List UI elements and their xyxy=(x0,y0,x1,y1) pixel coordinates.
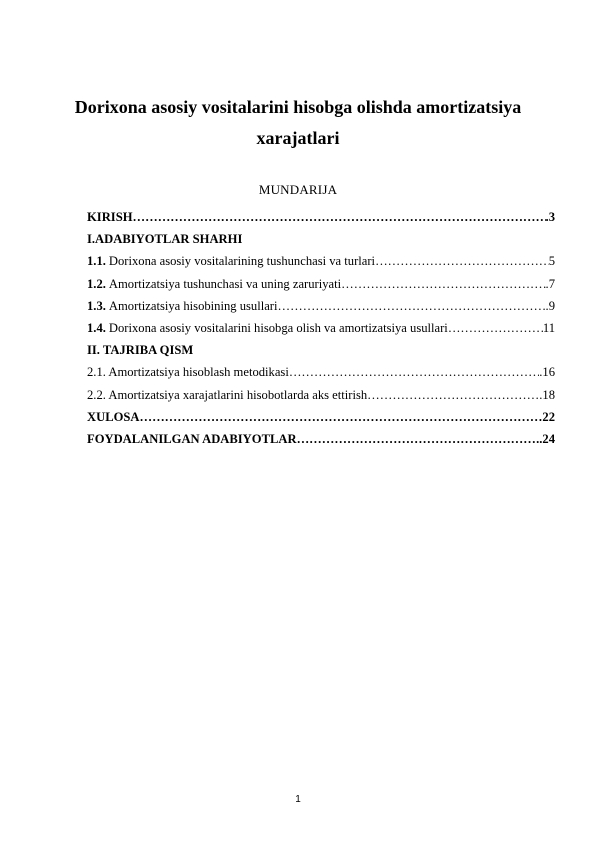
toc-entry-page: .9 xyxy=(545,298,555,313)
toc-entry-label: 2.2. Amortizatsiya xarajatlarini hisobotlarda aks ettirish xyxy=(87,387,368,402)
toc-entry-label: FOYDALANILGAN ADABIYOTLAR xyxy=(87,431,297,446)
toc-entry xyxy=(87,210,555,232)
toc-entry xyxy=(87,365,555,387)
toc-entry-label: Amortizatsiya hisobining usullari xyxy=(108,298,278,313)
toc-entry-label: Dorixona asosiy vositalarining tushunchasi va turlari xyxy=(108,254,376,269)
toc-leader-dots xyxy=(341,277,545,292)
toc-entry-label: 2.1. Amortizatsiya hisoblash metodikasi xyxy=(87,365,289,380)
toc-leader-dots xyxy=(289,365,539,380)
toc-entry-label: I.ADABIYOTLAR SHARHI xyxy=(87,232,243,247)
toc-entry xyxy=(87,432,555,454)
toc-entry xyxy=(87,410,555,432)
page-number: 1 xyxy=(295,794,301,805)
toc-entry xyxy=(87,254,555,276)
toc-entry-page: 11 xyxy=(542,320,555,335)
document-title: Dorixona asosiy vositalarini hisobga olishda amortizatsiya xarajatlari xyxy=(74,97,522,148)
toc-entry xyxy=(87,343,555,365)
toc-entry-number: 1.3. xyxy=(87,298,106,313)
toc-entry-page: .16 xyxy=(539,365,555,380)
toc-entry-number: 1.1. xyxy=(87,254,106,269)
toc-entry-page: .3 xyxy=(545,210,555,224)
toc-entry xyxy=(87,277,555,299)
toc-leader-dots xyxy=(297,432,537,447)
toc-leader-dots xyxy=(139,410,542,425)
toc-entry xyxy=(87,299,555,321)
toc-leader-dots xyxy=(278,299,546,314)
toc-leader-dots xyxy=(448,321,543,336)
toc-entry-page: .7 xyxy=(545,276,555,291)
toc-entry-label: Amortizatsiya tushunchasi va uning zaruriyati xyxy=(108,276,342,291)
toc-heading: MUNDARIJA xyxy=(258,182,338,197)
toc-entry-page: 5 xyxy=(548,254,555,269)
toc-entry-page: ..24 xyxy=(536,431,555,446)
toc-entry-page: .18 xyxy=(539,387,555,402)
toc-entry-label: II. TAJRIBA QISM xyxy=(87,343,194,358)
toc-entry-number: 1.2. xyxy=(87,276,106,291)
toc-entry-label: XULOSA xyxy=(87,409,140,424)
toc-entry-number: 1.4. xyxy=(87,320,106,335)
toc-entry-label: KIRISH xyxy=(87,210,133,224)
toc-entry-page: 22 xyxy=(542,409,555,424)
toc-entry xyxy=(87,321,555,343)
toc-entry xyxy=(87,232,555,254)
table-of-contents xyxy=(87,210,555,454)
toc-leader-dots xyxy=(133,210,546,225)
toc-entry xyxy=(87,388,555,410)
toc-entry-label: Dorixona asosiy vositalarini hisobga olish va amortizatsiya usullari xyxy=(108,320,448,335)
toc-leader-dots xyxy=(375,254,549,269)
toc-leader-dots xyxy=(367,388,539,403)
